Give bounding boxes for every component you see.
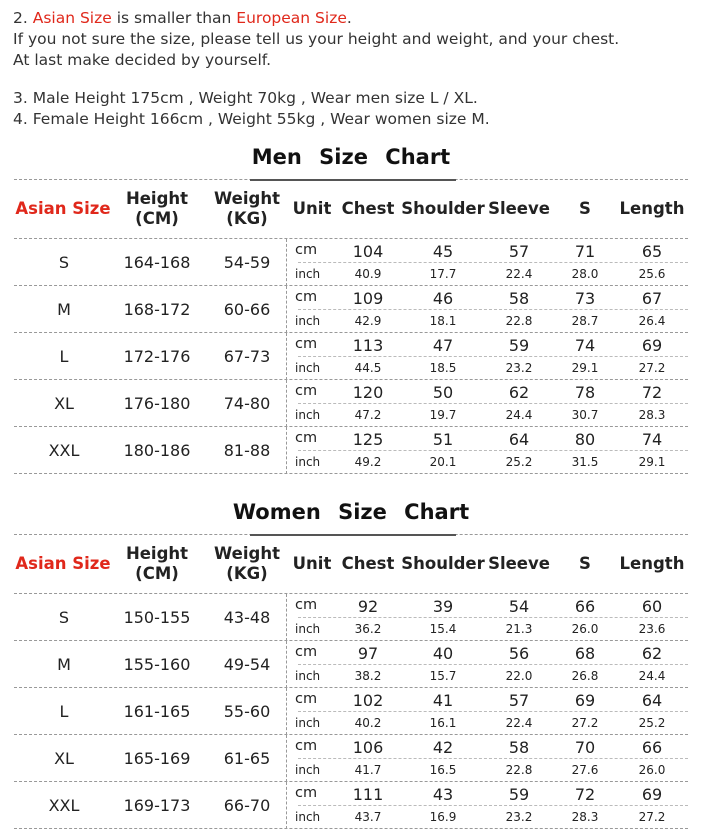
header-text: Sleeve [488, 199, 550, 218]
unit-divider [298, 309, 688, 310]
header-text: Asian Size [15, 199, 111, 218]
size-notes [13, 8, 619, 130]
inch-value: 43.7 [354, 810, 382, 824]
unit-divider [298, 356, 688, 357]
inch-value: 28.0 [571, 267, 599, 281]
cm-value: 58 [508, 738, 530, 757]
table-row [14, 426, 688, 474]
note-decide: At last make decided by yourself. [13, 51, 272, 69]
cm-value: 92 [357, 597, 379, 616]
cm-value: 125 [352, 430, 384, 449]
unit-divider [298, 450, 688, 451]
inch-value: 16.1 [429, 716, 457, 730]
height-cell: 176-180 [123, 394, 191, 413]
cm-value: 73 [574, 289, 596, 308]
inch-value: 41.7 [354, 763, 382, 777]
cm-value: 65 [641, 242, 663, 261]
cm-value: 43 [432, 785, 454, 804]
table-row [14, 734, 688, 782]
inch-value: 27.6 [571, 763, 599, 777]
header-text: Height [125, 189, 189, 208]
unit-inch: inch [295, 314, 321, 328]
unit-cm: cm [295, 242, 318, 258]
inch-value: 27.2 [638, 361, 666, 375]
women-size-chart [14, 500, 688, 830]
table-row [14, 379, 688, 427]
women-header-row [14, 536, 688, 592]
header-text: Shoulder [401, 554, 485, 573]
cm-value: 67 [641, 289, 663, 308]
unit-inch: inch [295, 408, 321, 422]
height-cell: 150-155 [123, 608, 191, 627]
inch-value: 16.9 [429, 810, 457, 824]
note-female-example: 4. Female Height 166cm , Weight 55kg , Wear women size M. [13, 110, 490, 128]
cm-value: 72 [641, 383, 663, 402]
weight-cell: 49-54 [223, 655, 271, 674]
s-header [554, 536, 616, 592]
unit-divider [298, 262, 688, 263]
inch-value: 16.5 [429, 763, 457, 777]
cm-value: 104 [352, 242, 384, 261]
cm-value: 62 [508, 383, 530, 402]
cm-value: 69 [574, 691, 596, 710]
size-cell: XXL [48, 441, 80, 460]
header-text: Chest [341, 199, 395, 218]
shoulder-header [399, 536, 487, 592]
cm-value: 57 [508, 242, 530, 261]
inch-value: 26.0 [638, 763, 666, 777]
unit-cm: cm [295, 383, 318, 399]
inch-value: 24.4 [505, 408, 533, 422]
weight-cell: 67-73 [223, 347, 271, 366]
women-chart-title: Women Size Chart [232, 500, 470, 524]
cm-value: 66 [574, 597, 596, 616]
cm-value: 57 [508, 691, 530, 710]
asian-size-header [14, 536, 112, 592]
unit-cm: cm [295, 597, 318, 613]
chest-header [337, 536, 399, 592]
header-text: Unit [292, 554, 332, 573]
header-text: Asian Size [15, 554, 111, 573]
size-cell: M [57, 300, 71, 319]
unit-cm: cm [295, 430, 318, 446]
sleeve-header [487, 181, 551, 237]
height-cell: 164-168 [123, 253, 191, 272]
cm-value: 72 [574, 785, 596, 804]
inch-value: 30.7 [571, 408, 599, 422]
inch-value: 38.2 [354, 669, 382, 683]
note-size-advice: If you not sure the size, please tell us your height and weight, and your chest. [13, 30, 620, 48]
inch-value: 28.7 [571, 314, 599, 328]
inch-value: 22.4 [505, 267, 533, 281]
cm-value: 60 [641, 597, 663, 616]
inch-value: 22.0 [505, 669, 533, 683]
chest-header [337, 181, 399, 237]
cm-value: 120 [352, 383, 384, 402]
note-text: is smaller than [111, 9, 237, 27]
inch-value: 15.7 [429, 669, 457, 683]
inch-value: 23.6 [638, 622, 666, 636]
weight-cell: 55-60 [223, 702, 271, 721]
cm-value: 62 [641, 644, 663, 663]
cm-value: 56 [508, 644, 530, 663]
unit-divider [298, 758, 688, 759]
unit-divider [298, 617, 688, 618]
weight-cell: 74-80 [223, 394, 271, 413]
weight-header [203, 536, 291, 592]
unit-divider [298, 805, 688, 806]
table-row [14, 640, 688, 688]
inch-value: 36.2 [354, 622, 382, 636]
unit-cm: cm [295, 644, 318, 660]
men-chart-title: Men Size Chart [251, 145, 451, 169]
title-divider [14, 534, 688, 535]
inch-value: 40.9 [354, 267, 382, 281]
cm-value: 102 [352, 691, 384, 710]
table-bottom-border [14, 473, 688, 474]
height-cell: 161-165 [123, 702, 191, 721]
table-row [14, 238, 688, 286]
header-text: Chest [341, 554, 395, 573]
inch-value: 24.4 [638, 669, 666, 683]
header-text: Length [619, 554, 685, 573]
size-cell: L [59, 347, 69, 366]
weight-cell: 54-59 [223, 253, 271, 272]
inch-value: 27.2 [638, 810, 666, 824]
inch-value: 31.5 [571, 455, 599, 469]
header-text: Shoulder [401, 199, 485, 218]
cm-value: 70 [574, 738, 596, 757]
cm-value: 69 [641, 336, 663, 355]
inch-value: 21.3 [505, 622, 533, 636]
cm-value: 71 [574, 242, 596, 261]
unit-cm: cm [295, 785, 318, 801]
cm-value: 39 [432, 597, 454, 616]
inch-value: 29.1 [571, 361, 599, 375]
inch-value: 26.0 [571, 622, 599, 636]
height-cell: 180-186 [123, 441, 191, 460]
title-divider [14, 179, 688, 180]
inch-value: 19.7 [429, 408, 457, 422]
inch-value: 18.1 [429, 314, 457, 328]
cm-value: 46 [432, 289, 454, 308]
unit-divider [298, 664, 688, 665]
height-header [116, 536, 198, 592]
header-text: Weight [214, 189, 280, 208]
cm-value: 113 [352, 336, 384, 355]
inch-value: 17.7 [429, 267, 457, 281]
inch-value: 47.2 [354, 408, 382, 422]
note-male-example: 3. Male Height 175cm , Weight 70kg , Wear men size L / XL. [13, 89, 478, 107]
inch-value: 23.2 [505, 810, 533, 824]
shoulder-header [399, 181, 487, 237]
men-header-row [14, 181, 688, 237]
inch-value: 25.2 [505, 455, 533, 469]
cm-value: 80 [574, 430, 596, 449]
length-header [616, 536, 688, 592]
header-text: Unit [292, 199, 332, 218]
inch-value: 22.4 [505, 716, 533, 730]
inch-value: 28.3 [638, 408, 666, 422]
cm-value: 41 [432, 691, 454, 710]
height-header [116, 181, 198, 237]
inch-value: 44.5 [354, 361, 382, 375]
inch-value: 26.4 [638, 314, 666, 328]
header-text: S [579, 199, 591, 218]
cm-value: 59 [508, 336, 530, 355]
table-row [14, 781, 688, 829]
table-row [14, 687, 688, 735]
inch-value: 22.8 [505, 314, 533, 328]
header-text: Weight [214, 544, 280, 563]
inch-value: 27.2 [571, 716, 599, 730]
note-european-size-term: European Size [236, 9, 347, 27]
inch-value: 28.3 [571, 810, 599, 824]
cm-value: 59 [508, 785, 530, 804]
height-cell: 169-173 [123, 796, 191, 815]
size-cell: XL [54, 394, 74, 413]
cm-value: 66 [641, 738, 663, 757]
cm-value: 74 [574, 336, 596, 355]
unit-inch: inch [295, 810, 321, 824]
header-text: Height [125, 544, 189, 563]
cm-value: 51 [432, 430, 454, 449]
table-row [14, 332, 688, 380]
cm-value: 54 [508, 597, 530, 616]
s-header [554, 181, 616, 237]
cm-value: 111 [352, 785, 384, 804]
inch-value: 18.5 [429, 361, 457, 375]
asian-size-header [14, 181, 112, 237]
header-text: S [579, 554, 591, 573]
unit-inch: inch [295, 716, 321, 730]
cm-value: 64 [508, 430, 530, 449]
unit-cm: cm [295, 289, 318, 305]
unit-header [287, 536, 337, 592]
unit-cm: cm [295, 336, 318, 352]
cm-value: 74 [641, 430, 663, 449]
height-cell: 155-160 [123, 655, 191, 674]
header-text: (CM) [135, 564, 179, 583]
unit-inch: inch [295, 763, 321, 777]
height-cell: 172-176 [123, 347, 191, 366]
inch-value: 20.1 [429, 455, 457, 469]
size-cell: M [57, 655, 71, 674]
cm-value: 69 [641, 785, 663, 804]
size-cell: L [59, 702, 69, 721]
cm-value: 109 [352, 289, 384, 308]
weight-cell: 81-88 [223, 441, 271, 460]
unit-cm: cm [295, 691, 318, 707]
note-asian-size-term: Asian Size [32, 9, 112, 27]
size-cell: S [58, 253, 70, 272]
height-cell: 165-169 [123, 749, 191, 768]
cm-value: 45 [432, 242, 454, 261]
unit-divider [298, 711, 688, 712]
note-period: . [346, 9, 352, 27]
note-number: 2. [13, 9, 33, 27]
header-text: Sleeve [488, 554, 550, 573]
inch-value: 23.2 [505, 361, 533, 375]
weight-cell: 43-48 [223, 608, 271, 627]
weight-cell: 61-65 [223, 749, 271, 768]
inch-value: 25.2 [638, 716, 666, 730]
table-bottom-border [14, 828, 688, 829]
unit-inch: inch [295, 455, 321, 469]
cm-value: 68 [574, 644, 596, 663]
height-cell: 168-172 [123, 300, 191, 319]
inch-value: 15.4 [429, 622, 457, 636]
cm-value: 78 [574, 383, 596, 402]
cm-value: 42 [432, 738, 454, 757]
cm-value: 40 [432, 644, 454, 663]
header-text: Length [619, 199, 685, 218]
inch-value: 40.2 [354, 716, 382, 730]
header-text: (KG) [226, 564, 268, 583]
unit-header [287, 181, 337, 237]
inch-value: 49.2 [354, 455, 382, 469]
size-cell: XL [54, 749, 74, 768]
size-cell: S [58, 608, 70, 627]
inch-value: 26.8 [571, 669, 599, 683]
inch-value: 25.6 [638, 267, 666, 281]
cm-value: 97 [357, 644, 379, 663]
unit-cm: cm [295, 738, 318, 754]
cm-value: 47 [432, 336, 454, 355]
note-asian-size [13, 8, 619, 29]
table-row [14, 285, 688, 333]
weight-header [203, 181, 291, 237]
inch-value: 22.8 [505, 763, 533, 777]
length-header [616, 181, 688, 237]
cm-value: 50 [432, 383, 454, 402]
weight-cell: 60-66 [223, 300, 271, 319]
size-cell: XXL [48, 796, 80, 815]
header-text: (KG) [226, 209, 268, 228]
men-size-chart [14, 145, 688, 475]
unit-inch: inch [295, 361, 321, 375]
sleeve-header [487, 536, 551, 592]
weight-cell: 66-70 [223, 796, 271, 815]
header-text: (CM) [135, 209, 179, 228]
cm-value: 64 [641, 691, 663, 710]
table-row [14, 593, 688, 641]
inch-value: 42.9 [354, 314, 382, 328]
unit-inch: inch [295, 267, 321, 281]
cm-value: 106 [352, 738, 384, 757]
unit-inch: inch [295, 669, 321, 683]
inch-value: 29.1 [638, 455, 666, 469]
cm-value: 58 [508, 289, 530, 308]
unit-inch: inch [295, 622, 321, 636]
unit-divider [298, 403, 688, 404]
